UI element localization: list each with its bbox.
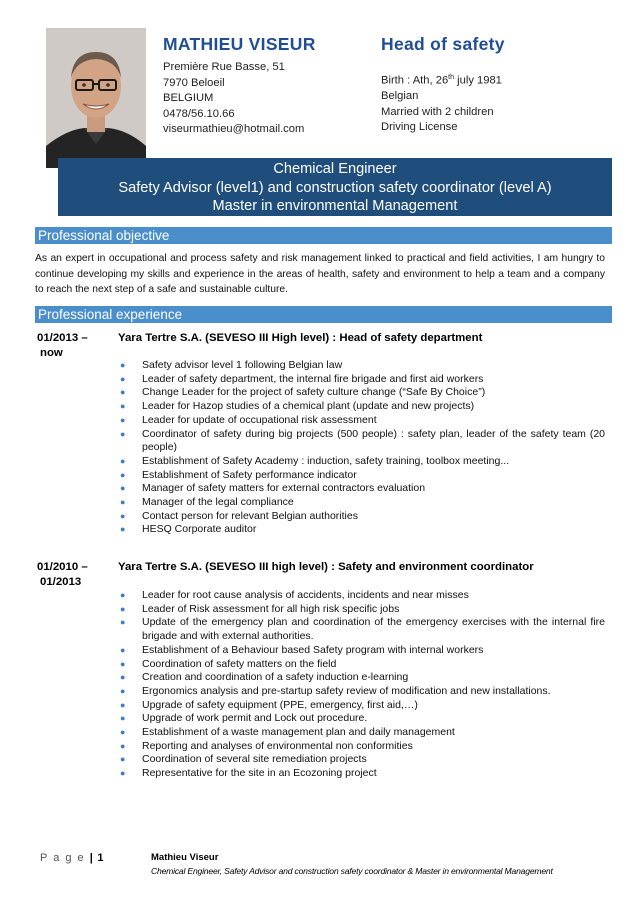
footer-name: Mathieu Viseur: [151, 852, 219, 863]
bullet-icon: ●: [120, 685, 126, 696]
list-item: ● Change Leader for the project of safety culture change (“Safe By Choice”): [120, 386, 486, 399]
list-item: ● Leader of Risk assessment for all high risk specific jobs: [120, 602, 400, 615]
list-item: ● Update of the emergency plan and coordination of the emergency exercises with the internal fire brigade and with external authorities.: [120, 616, 605, 643]
list-item: ● Creation and coordination of a safety induction e-learning: [120, 671, 409, 684]
page-number: P a g e | 1: [40, 852, 104, 864]
list-item: ● Leader of safety department, the internal fire brigade and first aid workers: [120, 372, 484, 385]
section-header-objective: Professional objective: [35, 227, 612, 244]
bullet-icon: ●: [120, 455, 126, 466]
job-period: 01/2013 – now: [37, 332, 88, 359]
list-item: ● Leader for update of occupational risk assessment: [120, 413, 377, 426]
bullet-icon: ●: [120, 524, 126, 535]
list-item: ● Establishment of a Behaviour based Safety program with internal workers: [120, 643, 484, 656]
list-item: ● Leader for Hazop studies of a chemical plant (update and new projects): [120, 400, 475, 413]
bullet-icon: ●: [120, 672, 126, 683]
phone-number: 0478/56.10.66: [163, 107, 235, 120]
address-street: Première Rue Basse, 51: [163, 61, 285, 73]
candidate-name: MATHIEU VISEUR: [163, 34, 316, 54]
banner-line: Chemical Engineer: [273, 161, 397, 177]
driving-license: Driving License: [381, 121, 458, 134]
banner-line: Master in environmental Management: [212, 198, 458, 214]
address-city: 7970 Beloeil: [163, 76, 225, 89]
list-item: ● Coordinator of safety during big projects (500 people) : safety plan, leader of the safety team (20 people): [120, 427, 605, 454]
bullet-icon: ●: [120, 360, 126, 370]
email-address: viseurmathieu@hotmail.com: [163, 123, 305, 135]
list-item: ● Leader for root cause analysis of accidents, incidents and near misses: [120, 589, 469, 601]
bullet-icon: ●: [120, 428, 126, 439]
bullet-icon: ●: [120, 483, 126, 494]
bullet-icon: ●: [120, 768, 126, 779]
bullet-icon: ●: [120, 603, 126, 614]
birth-info: Birth : Ath, 26th july 1981: [381, 74, 502, 87]
bullet-icon: ●: [120, 590, 126, 600]
bullet-icon: ●: [120, 727, 126, 738]
bullet-icon: ●: [120, 510, 126, 521]
list-item: ● Establishment of a waste management plan and daily management: [120, 726, 455, 739]
bullet-icon: ●: [120, 373, 126, 384]
list-item: ● Representative for the site in an Ecozoning project: [120, 767, 377, 780]
job-period: 01/2010 – 01/2013: [37, 561, 88, 588]
list-item: ● Coordination of several site remediation projects: [120, 753, 367, 766]
qualification-banner: [58, 158, 612, 216]
list-item: ● Coordination of safety matters on the field: [120, 657, 337, 670]
job-title: Head of safety: [381, 34, 505, 54]
list-item: ● HESQ Corporate auditor: [120, 523, 257, 536]
marital-status: Married with 2 children: [381, 105, 494, 118]
bullet-icon: ●: [120, 740, 126, 751]
bullet-icon: ●: [120, 414, 126, 425]
list-item: ● Manager of safety matters for external contractors evaluation: [120, 482, 426, 495]
banner-line: Safety Advisor (level1) and construction safety coordinator (level A): [118, 179, 552, 196]
personal-info: [381, 70, 502, 136]
address-country: BELGIUM: [163, 92, 214, 104]
list-item: ● Manager of the legal compliance: [120, 496, 294, 509]
bullet-icon: ●: [120, 754, 126, 765]
bullet-icon: ●: [120, 469, 126, 480]
footer-subtitle: Chemical Engineer, Safety Advisor and construction safety coordinator & Master in environmental Management: [151, 866, 553, 876]
nationality: Belgian: [381, 90, 419, 103]
bullet-icon: ●: [120, 658, 126, 669]
bullet-icon: ●: [120, 387, 126, 398]
list-item: ● Upgrade of work permit and Lock out procedure.: [120, 712, 368, 725]
list-item: ● Ergonomics analysis and pre-startup safety review of modification and new installations.: [120, 684, 551, 697]
bullet-icon: ●: [120, 713, 126, 724]
objective-text: As an expert in occupational and process safety and risk management linked to practical and field activities, I am hungry to continue developing my skills and experience in the areas of health, safety and environment to help a team and a company to reach the next step of a safe and sustainable culture.: [35, 253, 605, 296]
list-item: ● Reporting and analyses of environmental non conformities: [120, 739, 413, 752]
section-header-experience: Professional experience: [35, 306, 612, 323]
job-duties-list: [119, 359, 605, 537]
list-item: ● Upgrade of safety equipment (PPE, emergency, first aid,…): [120, 698, 418, 711]
list-item: ● Safety advisor level 1 following Belgian law: [120, 359, 343, 371]
bullet-icon: ●: [120, 644, 126, 655]
profile-photo: [46, 28, 146, 168]
list-item: ● Establishment of Safety Academy : induction, safety training, toolbox meeting...: [120, 454, 510, 467]
address-block: [163, 60, 304, 138]
bullet-icon: ●: [120, 401, 126, 412]
job-company-title: Yara Tertre S.A. (SEVESO III High level) : Head of safety department: [118, 332, 483, 344]
job-company-title: Yara Tertre S.A. (SEVESO III high level) : Safety and environment coordinator: [118, 561, 534, 573]
list-item: ● Contact person for relevant Belgian authorities: [120, 509, 358, 522]
list-item: ● Establishment of Safety performance indicator: [120, 468, 357, 481]
job-duties-list: [119, 589, 605, 781]
bullet-icon: ●: [120, 699, 126, 710]
bullet-icon: ●: [120, 617, 126, 628]
bullet-icon: ●: [120, 497, 126, 508]
